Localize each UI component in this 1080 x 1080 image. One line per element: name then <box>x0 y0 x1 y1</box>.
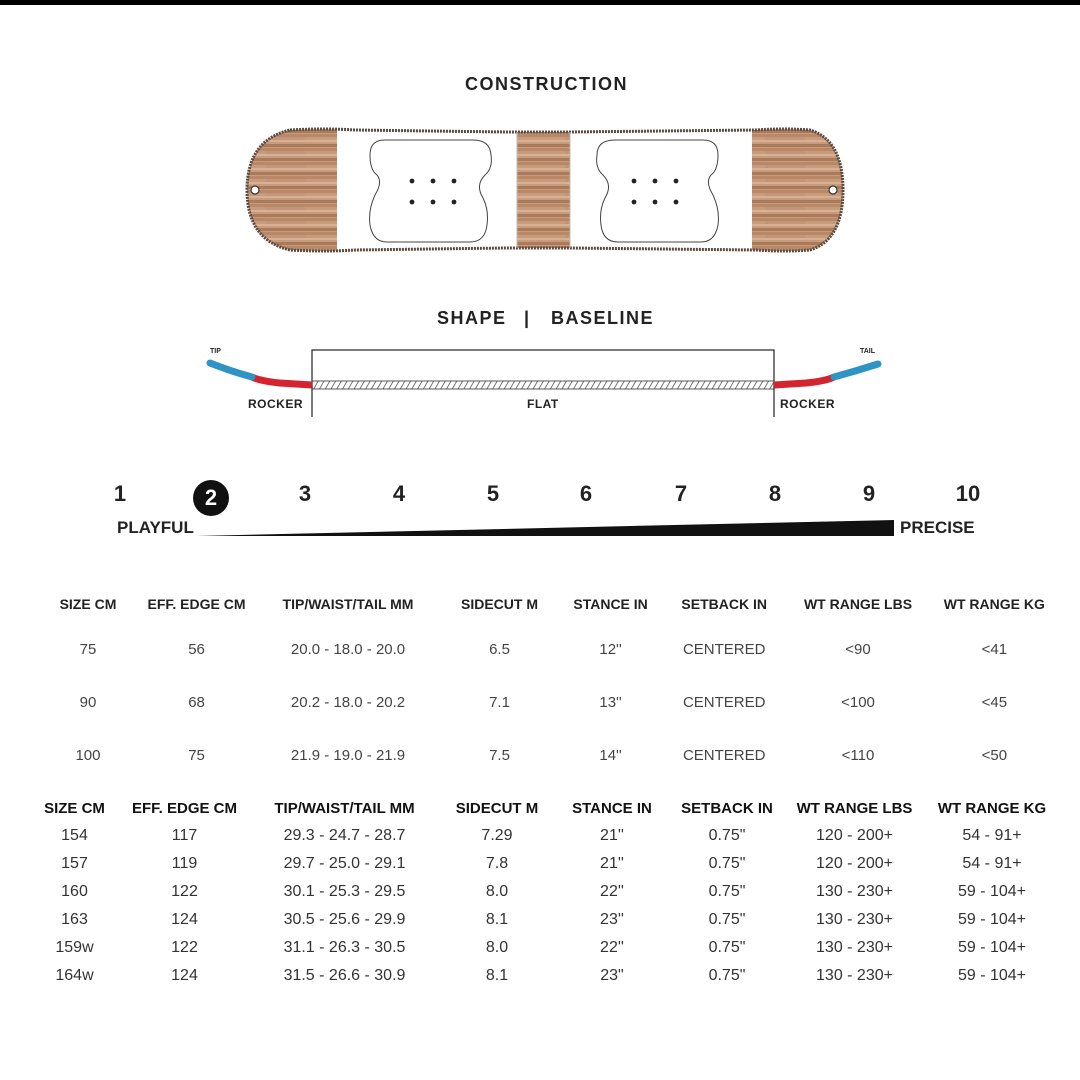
scale-wedge <box>196 518 896 538</box>
table-row <box>32 962 1062 990</box>
cell: 100 <box>75 747 101 764</box>
cell: 130 - 230+ <box>816 911 893 928</box>
cell: 29.3 - 24.7 - 28.7 <box>283 827 406 844</box>
header-stance: STANCE IN <box>573 596 648 612</box>
cell: 21'' <box>600 827 624 844</box>
cell: 7.29 <box>481 827 513 844</box>
top-border <box>0 0 1080 5</box>
baseline-profile-diagram <box>200 345 900 425</box>
header-setback: SETBACK IN <box>681 596 767 612</box>
cell: 14'' <box>599 747 622 764</box>
header-wt-lbs: WT RANGE LBS <box>796 799 913 817</box>
baseline-title: BASELINE <box>551 308 655 328</box>
cell: 0.75" <box>708 911 746 928</box>
cell: 0.75" <box>708 827 746 844</box>
cell: <41 <box>981 641 1008 658</box>
header-eff-edge: EFF. EDGE CM <box>147 596 246 612</box>
cell: 75 <box>79 641 97 658</box>
cell: <100 <box>841 694 875 711</box>
cell: 130 - 230+ <box>816 883 893 900</box>
header-size-cm: SIZE CM <box>59 596 117 612</box>
tail-label: TAIL <box>860 348 876 355</box>
scale-number-3: 3 <box>298 481 312 506</box>
header-sidecut: SIDECUT M <box>461 596 538 612</box>
header-tip-waist-tail: TIP/WAIST/TAIL MM <box>274 799 415 817</box>
cell: 164w <box>55 967 94 984</box>
scale-number-7: 7 <box>674 481 688 506</box>
cell: CENTERED <box>682 694 766 711</box>
cell: CENTERED <box>682 641 766 658</box>
header-wt-kg: WT RANGE KG <box>937 799 1047 817</box>
snowboard-construction-diagram <box>235 120 855 260</box>
rocker-right-label: ROCKER <box>780 397 836 411</box>
cell: 120 - 200+ <box>816 855 893 872</box>
header-wt-lbs: WT RANGE LBS <box>803 596 913 612</box>
cell: 163 <box>61 911 88 928</box>
table-row <box>32 822 1062 850</box>
cell: 56 <box>188 641 205 658</box>
cell: 117 <box>171 827 198 844</box>
cell: 6.5 <box>489 641 510 658</box>
header-eff-edge: EFF. EDGE CM <box>131 799 237 817</box>
scale-number-1: 1 <box>113 481 127 506</box>
cell: 124 <box>171 967 198 984</box>
table-row <box>40 623 1060 676</box>
cell: 0.75" <box>708 939 746 956</box>
scale-number-10: 10 <box>955 481 981 506</box>
cell: 160 <box>61 883 88 900</box>
cell: 22'' <box>600 939 624 956</box>
cell: 59 - 104+ <box>957 883 1027 900</box>
cell: 122 <box>171 939 198 956</box>
shape-separator: | <box>524 308 531 328</box>
cell: 157 <box>61 855 88 872</box>
cell: 130 - 230+ <box>816 939 893 956</box>
table-row <box>32 906 1062 934</box>
scale-number-5: 5 <box>486 481 500 506</box>
cell: 12'' <box>599 641 622 658</box>
tip-label: TIP <box>210 348 221 355</box>
scale-number-4: 4 <box>392 481 406 506</box>
scale-number-9: 9 <box>862 481 876 506</box>
cell: <110 <box>841 747 875 764</box>
cell: 130 - 230+ <box>816 967 893 984</box>
cell: 7.8 <box>485 855 509 872</box>
cell: 154 <box>61 827 88 844</box>
cell: 0.75" <box>708 855 746 872</box>
cell: 23'' <box>600 911 624 928</box>
cell: 119 <box>171 855 198 872</box>
cell: 21'' <box>600 855 624 872</box>
cell: 120 - 200+ <box>816 827 893 844</box>
cell: 23" <box>600 967 624 984</box>
cell: 13'' <box>599 694 622 711</box>
header-wt-kg: WT RANGE KG <box>943 596 1045 612</box>
cell: 68 <box>188 694 205 711</box>
cell: 59 - 104+ <box>957 911 1027 928</box>
cell: 31.1 - 26.3 - 30.5 <box>283 939 406 956</box>
cell: 8.1 <box>485 967 509 984</box>
scale-number-6: 6 <box>579 481 593 506</box>
cell: <90 <box>845 641 871 658</box>
header-stance: STANCE IN <box>572 799 652 817</box>
cell: 20.2 - 18.0 - 20.2 <box>290 694 406 711</box>
table-header-row <box>40 585 1060 623</box>
cell: 59 - 104+ <box>957 967 1027 984</box>
cell: <50 <box>981 747 1008 764</box>
header-size-cm: SIZE CM <box>44 799 105 817</box>
cell: 20.0 - 18.0 - 20.0 <box>290 641 406 658</box>
cell: 8.1 <box>485 911 509 928</box>
spec-table-small <box>40 585 1060 782</box>
cell: 29.7 - 25.0 - 29.1 <box>283 855 406 872</box>
cell: 30.1 - 25.3 - 29.5 <box>283 883 406 900</box>
precise-label: PRECISE <box>900 518 975 537</box>
scale-number-2-selected: 2 <box>193 480 229 516</box>
cell: 8.0 <box>485 883 509 900</box>
table-row <box>32 878 1062 906</box>
cell: 30.5 - 25.6 - 29.9 <box>283 911 406 928</box>
table-row <box>40 729 1060 782</box>
header-setback: SETBACK IN <box>681 799 773 817</box>
table-row <box>32 850 1062 878</box>
header-sidecut: SIDECUT M <box>455 799 539 817</box>
table-row <box>32 934 1062 962</box>
table-row <box>40 676 1060 729</box>
cell: 159w <box>55 939 94 956</box>
cell: 122 <box>171 883 198 900</box>
cell: 59 - 104+ <box>957 939 1027 956</box>
cell: 7.1 <box>489 694 510 711</box>
rocker-left-label: ROCKER <box>248 397 304 411</box>
cell: 0.75" <box>708 967 746 984</box>
cell: 90 <box>79 694 97 711</box>
construction-title: CONSTRUCTION <box>465 74 628 94</box>
cell: 75 <box>188 747 205 764</box>
cell: 21.9 - 19.0 - 21.9 <box>290 747 406 764</box>
cell: CENTERED <box>682 747 766 764</box>
cell: 54 - 91+ <box>962 855 1022 872</box>
header-tip-waist-tail: TIP/WAIST/TAIL MM <box>282 596 414 612</box>
cell: 54 - 91+ <box>962 827 1022 844</box>
cell: 7.5 <box>489 747 510 764</box>
shape-title: SHAPE <box>437 308 507 328</box>
spec-table-large <box>32 794 1062 990</box>
scale-number-8: 8 <box>768 481 782 506</box>
playful-label: PLAYFUL <box>117 518 194 537</box>
cell: 22'' <box>600 883 624 900</box>
cell: 124 <box>171 911 198 928</box>
cell: 8.0 <box>485 939 509 956</box>
cell: 31.5 - 26.6 - 30.9 <box>283 967 406 984</box>
flat-label: FLAT <box>527 397 559 411</box>
table-header-row <box>32 794 1062 822</box>
cell: <45 <box>981 694 1008 711</box>
cell: 0.75" <box>708 883 746 900</box>
